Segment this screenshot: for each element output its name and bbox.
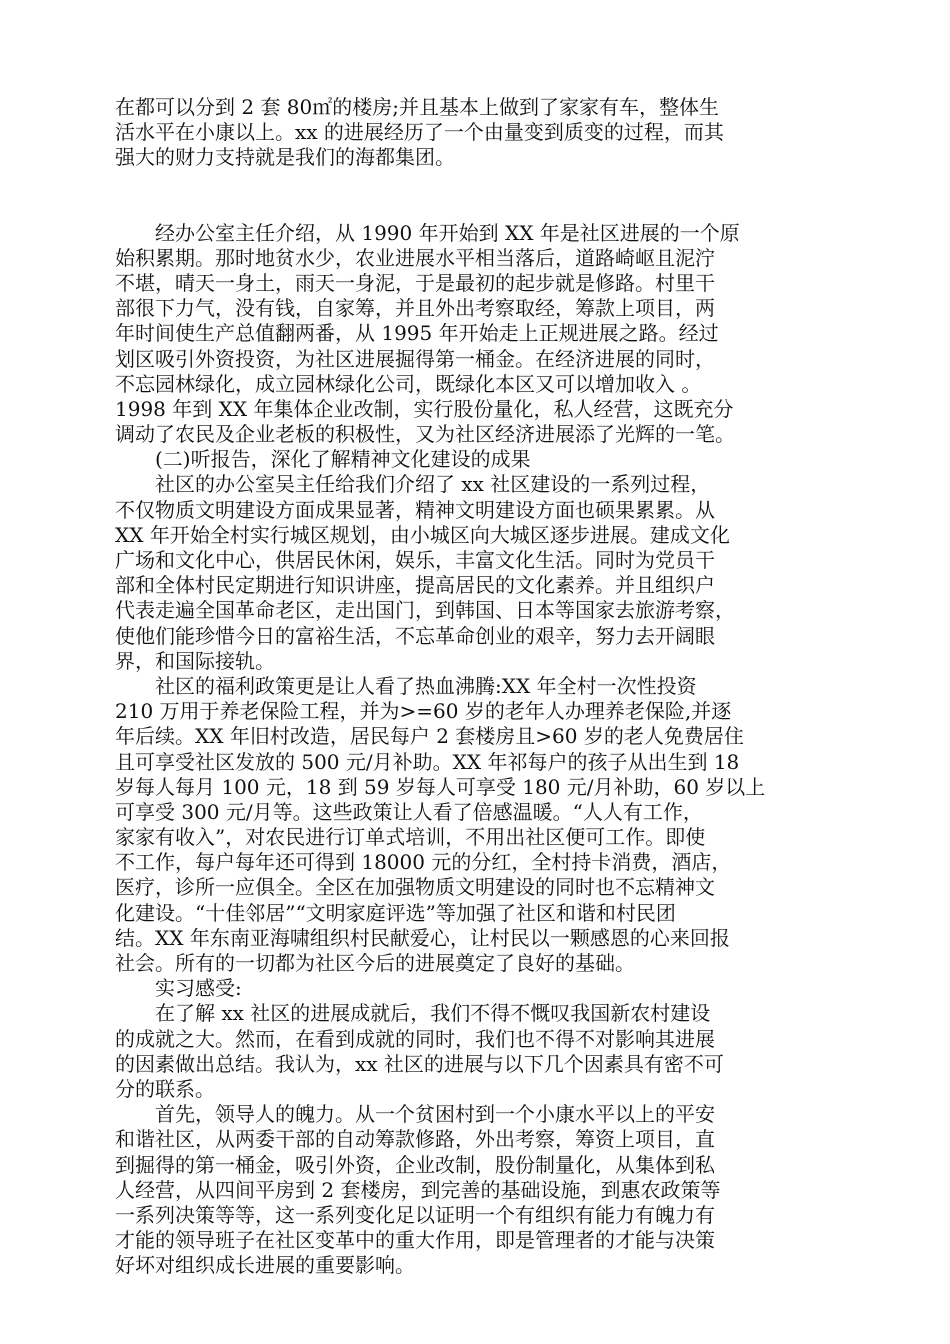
text-line: 部很下力气，没有钱，自家筹，并且外出考察取经，筹款上项目，两	[115, 296, 715, 321]
text-line: 首先，领导人的魄力。从一个贫困村到一个小康水平以上的平安	[115, 1102, 715, 1127]
text-line: 分的联系。	[115, 1076, 215, 1101]
text-line: 年后续。XX 年旧村改造，居民每户 2 套楼房且>60 岁的老人免费居住	[115, 724, 744, 749]
text-line: 可享受 300 元/月等。这些政策让人看了倍感温暖。“人人有工作，	[115, 799, 703, 824]
text-line: 经办公室主任介绍，从 1990 年开始到 XX 年是社区进展的一个原	[115, 220, 740, 245]
text-line: 活水平在小康以上。xx 的进展经历了一个由量变到质变的过程，而其	[115, 120, 724, 145]
text-line: 1998 年到 XX 年集体企业改制，实行股份量化，私人经营，这既充分	[115, 396, 734, 421]
text-line: 不忘园林绿化，成立园林绿化公司，既绿化本区又可以增加收入 。	[115, 371, 702, 396]
text-line: 结。XX 年东南亚海啸组织村民献爱心，让村民以一颗感恩的心来回报	[115, 925, 730, 950]
text-line: 在都可以分到 2 套 80㎡的楼房;并且基本上做到了家家有车，整体生	[115, 95, 719, 119]
section-heading: 实习感受:	[115, 976, 242, 1001]
text-line: 医疗，诊所一应俱全。全区在加强物质文明建设的同时也不忘精神文	[115, 875, 715, 900]
text-line: 使他们能珍惜今日的富裕生活，不忘革命创业的艰辛，努力去开阔眼	[115, 623, 715, 648]
text-line: 和谐社区，从两委干部的自动筹款修路，外出考察，筹资上项目，直	[115, 1127, 715, 1152]
text-line: 不仅物质文明建设方面成果显著，精神文明建设方面也硕果累累。从	[115, 497, 715, 522]
text-line: 强大的财力支持就是我们的海都集团。	[115, 145, 455, 170]
text-line: 到掘得的第一桶金，吸引外资，企业改制，股份制量化，从集体到私	[115, 1152, 715, 1177]
section-heading-3	[115, 976, 845, 1001]
text-line: 部和全体村民定期进行知识讲座，提高居民的文化素养。并且组织户	[115, 573, 715, 598]
paragraph-3	[115, 472, 845, 674]
text-line: 年时间使生产总值翻两番，从 1995 年开始走上正规进展之路。经过	[115, 321, 719, 346]
text-line: 始积累期。那时地贫水少，农业进展水平相当落后，道路崎岖且泥泞	[115, 245, 715, 270]
text-line: XX 年开始全村实行城区规划，由小城区向大城区逐步进展。建成文化	[115, 522, 730, 547]
text-line: 划区吸引外资投资，为社区进展掘得第一桶金。在经济进展的同时，	[115, 346, 715, 371]
paragraph-2	[115, 221, 845, 448]
text-line: 人经营，从四间平房到 2 套楼房，到完善的基础设施，到惠农政策等	[115, 1177, 721, 1202]
document-body	[115, 95, 845, 1278]
text-line: 社会。所有的一切都为社区今后的进展奠定了良好的基础。	[115, 951, 635, 975]
text-line: 好坏对组织成长进展的重要影响。	[115, 1253, 415, 1278]
text-line: 一系列决策等等，这一系列变化足以证明一个有组织有能力有魄力有	[115, 1202, 715, 1227]
text-line: 社区的办公室吴主任给我们介绍了 xx 社区建设的一系列过程，	[115, 472, 711, 497]
text-line: 的成就之大。然而，在看到成就的同时，我们也不得不对影响其进展	[115, 1026, 715, 1051]
paragraph-5	[115, 1001, 845, 1102]
text-line: 化建设。“十佳邻居”“文明家庭评选”等加强了社区和谐和村民团	[115, 900, 676, 925]
text-line: 才能的领导班子在社区变革中的重大作用，即是管理者的才能与决策	[115, 1228, 715, 1253]
paragraph-4	[115, 674, 845, 976]
paragraph-6	[115, 1102, 845, 1278]
text-line: 代表走遍全国革命老区，走出国门，到韩国、日本等国家去旅游考察，	[115, 598, 735, 623]
text-line: 的因素做出总结。我认为，xx 社区的进展与以下几个因素具有密不可	[115, 1051, 724, 1076]
text-line: 家家有收入”，对农民进行订单式培训，不用出社区便可工作。即使	[115, 825, 706, 850]
section-heading-2	[115, 447, 845, 472]
text-line: 不工作，每户每年还可得到 18000 元的分红，全村持卡消费，酒店，	[115, 850, 732, 875]
paragraph-1	[115, 95, 845, 171]
text-line: 在了解 xx 社区的进展成就后，我们不得不慨叹我国新农村建设	[115, 1001, 711, 1026]
text-line: 广场和文化中心，供居民休闲，娱乐，丰富文化生活。同时为党员干	[115, 548, 715, 572]
section-heading: (二)听报告，深化了解精神文化建设的成果	[115, 447, 531, 472]
text-line: 界，和国际接轨。	[115, 648, 275, 673]
text-line: 调动了农民及企业老板的积极性，又为社区经济进展添了光辉的一笔。	[115, 422, 735, 447]
text-line: 岁每人每月 100 元，18 到 59 岁每人可享受 180 元/月补助，60 岁以上	[115, 774, 766, 799]
text-line: 且可享受社区发放的 500 元/月补助。XX 年祁每户的孩子从出生到 18	[115, 749, 740, 774]
paragraph-gap	[115, 171, 845, 221]
text-line: 社区的福利政策更是让人看了热血沸腾:XX 年全村一次性投资	[115, 673, 697, 698]
text-line: 不堪，晴天一身土，雨天一身泥，于是最初的起步就是修路。村里干	[115, 270, 715, 295]
text-line: 210 万用于养老保险工程，并为>=60 岁的老年人办理养老保险,并逐	[115, 699, 732, 724]
